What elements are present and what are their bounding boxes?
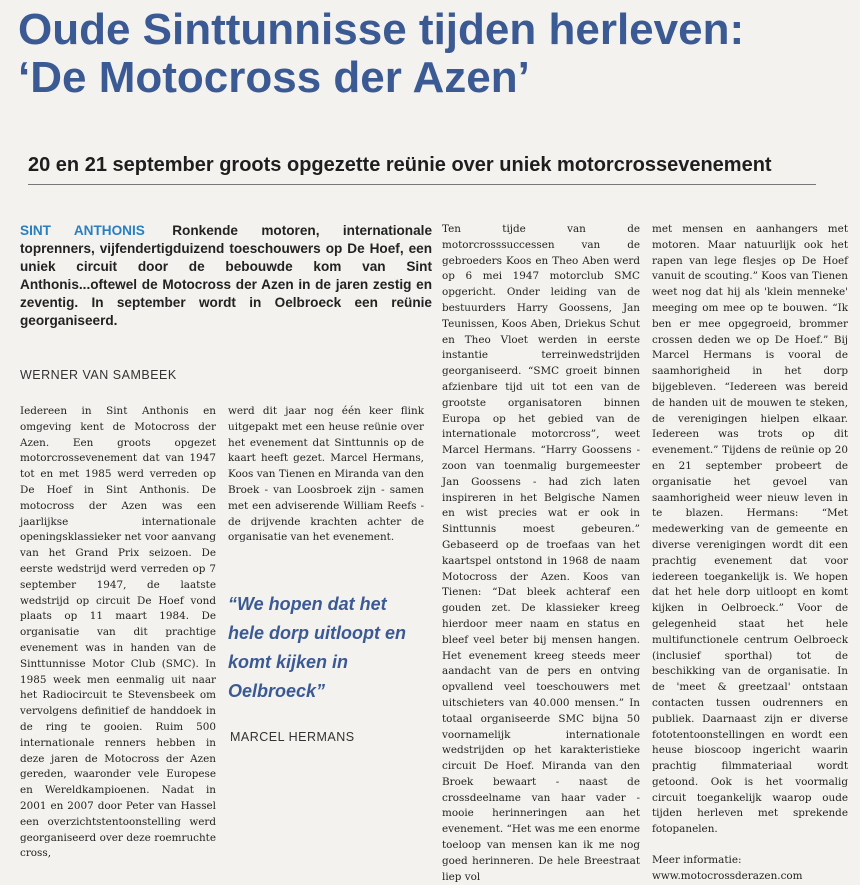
body-column-1 xyxy=(20,404,216,860)
body-column-2-text: werd dit jaar nog één keer flink uitgepakt met een heuse reünie over het evenement dat Sinttunnis op de kaart heeft gezet. Marcel Hermans, Koos van Tienen en Miranda van den Broek - van Loosbroek zijn - samen met een adviserende William Reefs - de drijvende krachten achter de organisatie van het evenement. xyxy=(228,405,424,544)
byline: WERNER VAN SAMBEEK xyxy=(20,368,177,382)
body-column-2 xyxy=(228,404,424,564)
headline-line-1: Oude Sinttunnisse tijden herleven: xyxy=(18,5,745,54)
intro-text: Ronkende motoren, internationale toprenners, vijfendertigduizend toeschouwers op De Hoef, een uniek circuit door de bebouwde kom van Sint Anthonis...oftewel de Motocross der Azen in de jaren zestig en zeventig. In september wordt in Oelbroeck een reünie georganiseerd. xyxy=(20,223,432,328)
more-info xyxy=(652,853,848,885)
dateline-kicker: SINT ANTHONIS xyxy=(20,223,145,238)
body-column-1-text: Iedereen in Sint Anthonis en omgeving kent de Motocross der Azen. Een groots opgezet motorcrossevenement dat van 1947 tot en met 1985 werd verreden op De Hoef in Sint Anthonis. De motocross der Azen was een jaarlijkse internationale openingsklassieker net voor aanvang van het Grand Prix seizoen. De eerste wedstrijd werd verreden op 7 september 1947, de laatste wedstrijd op circuit De Hoef vond plaats op 11 maart 1984. De organisatie van dit prachtige evenement was in handen van de Sinttunnisse Motor Club (SMC). In 1985 week men eenmalig uit naar het Radiocircuit te Stevensbeek om vervolgens definitief de handdoek in de ring te gooien. Ruim 500 internationale renners hebben in deze jaren de Motocross der Azen gereden, waaronder vele Europese en Wereldkampioenen. Nadat in 2001 en 2007 door Peter van Hassel een overzichtstentoonstelling werd georganiseerd over deze roemruchte cross, xyxy=(20,405,216,860)
body-column-3-text: Ten tijde van de motorcrosssuccessen van de gebroeders Koos en Theo Aben werd op 6 mei 1947 motorclub SMC opgericht. Onder leiding van de bestuurders Harry Goossens, Jan Teunissen, Koos Aben, Driekus Schut en Theo Vloet werden in eerste instantie terreinwedstrijden georganiseerd. “SMC groeit binnen afzienbare tijd uit tot een van de grootste organisatoren binnen Europa op het gebied van de internationale motorcross”, weet Marcel Hermans. “Harry Goossens - zoon van toenmalig burgemeester Jan Goossens - had zich laten inspireren in het Belgische Namen en wist precies wat er ook in Sinttunnis moest gebeuren.” Gebaseerd op de troefaas van het kaartspel ontstond in 1968 de naam Motocross der Azen. Koos van Tienen: “Dat bleek achteraf een gouden zet. De klassieker kreeg hierdoor meer naam en status en bleef veel beter bij mensen hangen. Het evenement kreeg steeds meer aandacht van de pers en ontving opvallend veel toeschouwers met uitschieters van 40.000 mensen.” In totaal organiseerde SMC bijna 50 voornamelijk internationale wedstrijden op het karakteristieke circuit De Hoef. Miranda van den Broek bewaart - naast de crossdeelname van haar vader - mooie herinneringen aan het evenement. “Het was me een enorme toeloop van mensen kan ik me nog goed herinneren. De hele Breestraat liep vol xyxy=(442,223,640,883)
headline-line-2: ‘De Motocross der Azen’ xyxy=(18,53,530,102)
more-info-url[interactable]: www.motocrossderazen.com xyxy=(652,869,803,882)
more-info-label: Meer informatie: xyxy=(652,854,742,867)
body-column-3 xyxy=(442,222,640,883)
subheadline: 20 en 21 september groots opgezette reünie over uniek motorcrossevenement xyxy=(28,154,772,176)
headline xyxy=(18,6,848,102)
body-column-4-text: met mensen en aanhangers met motoren. Maar natuurlijk ook het rapen van lege flesjes op De Hoef vanuit de scouting.” Koos van Tienen weet nog dat hij als 'klein menneke' meeging om mee op te bouwen. “Ik ben er mee opgegroeid, brommer crossen deden we op De Hoef.” Bij Marcel Hermans is vooral de saamhorigheid in het dorp bijgebleven. “Iedereen was bereid de handen uit de mouwen te steken, de verenigingen hielpen elkaar. Iedereen was trots op dit evenement.” Tijdens de reünie op 20 en 21 september probeert de organisatie het gevoel van saamhorigheid weer nieuw leven in te blazen. Hermans: “Met medewerking van de gemeente en diverse verenigingen wordt dit een prachtig evenement dat voor iedereen toegankelijk is. We hopen dat het hele dorp uitloopt en komt kijken in Oelbroeck.” Voor de gelegenheid staat het hele multifunctionele centrum Oelbroeck (inclusief sporthal) tot de beschikking van de organisatie. In de 'meet & greetzaal' ontstaan contacten tussen oudrenners en publiek. Daarnaast zijn er diverse fototentoonstellingen en wordt een heuse bioscoop ingericht waarin prachtig filmmateriaal wordt getoond. Ook is het voormalig circuit toegankelijk waarop oude tijden herleven met sprekende fotopanelen. xyxy=(652,223,848,836)
body-column-4 xyxy=(652,222,848,882)
intro-paragraph xyxy=(20,222,432,330)
pull-quote: “We hopen dat het hele dorp uitloopt en komt kijken in Oelbroeck” xyxy=(228,594,406,701)
pull-quote-author: MARCEL HERMANS xyxy=(230,730,355,744)
subheadline-divider xyxy=(28,184,816,185)
